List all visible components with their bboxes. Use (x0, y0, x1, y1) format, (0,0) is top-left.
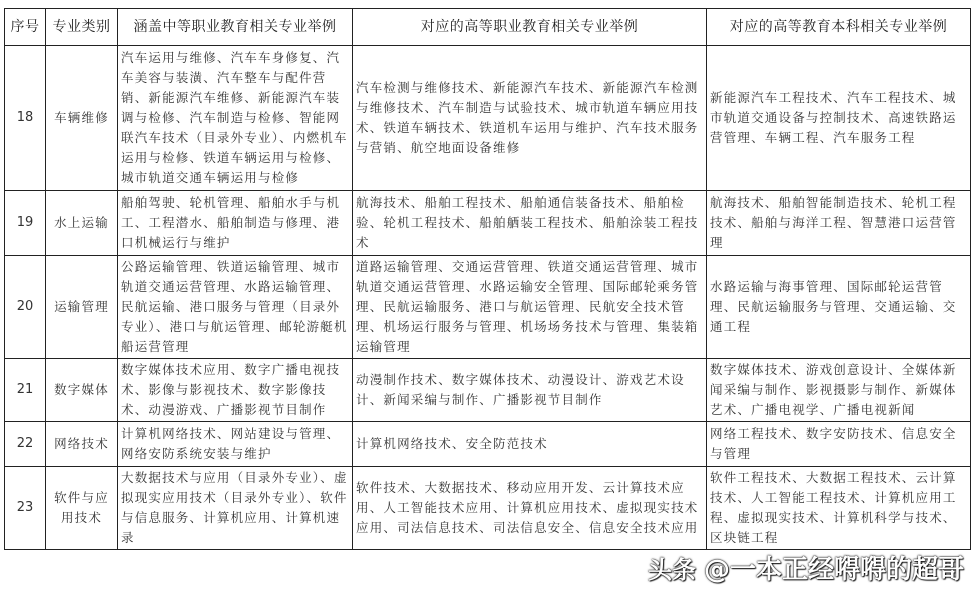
row-category: 网络技术 (46, 422, 118, 467)
row-number: 21 (5, 359, 46, 422)
row-number: 19 (5, 191, 46, 256)
secondary-majors: 公路运输管理、铁道运输管理、城市轨道交通运营管理、水路运输管理、民航运输、港口服务与管理（目录外专业）、港口与航运管理、邮轮游艇机船运营管理 (118, 256, 353, 359)
row-number: 23 (5, 467, 46, 550)
watermark-handle: @一本正经嘚嘚的超哥 (703, 555, 964, 585)
higher-vocational-majors: 动漫制作技术、数字媒体技术、动漫设计、游戏艺术设计、新闻采编与制作、广播影视节目制作 (353, 359, 707, 422)
watermark (0, 554, 972, 586)
table-row (5, 256, 971, 359)
row-category: 车辆维修 (46, 46, 118, 191)
row-number: 22 (5, 422, 46, 467)
higher-vocational-majors: 计算机网络技术、安全防范技术 (353, 422, 707, 467)
table-row (5, 191, 971, 256)
secondary-majors: 数字媒体技术应用、数字广播电视技术、影像与影视技术、数字影像技术、动漫游戏、广播影视节目制作 (118, 359, 353, 422)
undergraduate-majors: 水路运输与海事管理、国际邮轮运营管理、民航运输服务与管理、交通运输、交通工程 (707, 256, 971, 359)
header-number: 序号 (5, 9, 46, 46)
higher-vocational-majors: 道路运输管理、交通运营管理、铁道交通运营管理、城市轨道交通运营管理、水路运输安全管理、国际邮轮乘务管理、民航运输服务、港口与航运管理、民航安全技术管理、机场运行服务与管理、机场场务技术与管理、集装箱运输管理 (353, 256, 707, 359)
row-category: 水上运输 (46, 191, 118, 256)
secondary-majors: 大数据技术与应用（目录外专业）、虚拟现实应用技术（目录外专业）、软件与信息服务、计算机应用、计算机速录 (118, 467, 353, 550)
row-number: 18 (5, 46, 46, 191)
secondary-majors: 汽车运用与维修、汽车车身修复、汽车美容与装潢、汽车整车与配件营销、新能源汽车维修、新能源汽车装调与检修、汽车制造与检修、智能网联汽车技术（目录外专业）、内燃机车运用与检修、铁道车辆运用与检修、城市轨道交通车辆运用与检修 (118, 46, 353, 191)
row-category: 软件与应用技术 (46, 467, 118, 550)
higher-vocational-majors: 软件技术、大数据技术、移动应用开发、云计算技术应用、人工智能技术应用、计算机应用技术、虚拟现实技术应用、司法信息技术、司法信息安全、信息安全技术应用 (353, 467, 707, 550)
header-undergraduate: 对应的高等教育本科相关专业举例 (707, 9, 971, 46)
table-row (5, 46, 971, 191)
undergraduate-majors: 航海技术、船舶智能制造技术、轮机工程技术、船舶与海洋工程、智慧港口运营管理 (707, 191, 971, 256)
header-secondary: 涵盖中等职业教育相关专业举例 (118, 9, 353, 46)
header-higher-vocational: 对应的高等职业教育相关专业举例 (353, 9, 707, 46)
table-row (5, 467, 971, 550)
majors-table (4, 8, 971, 550)
undergraduate-majors: 软件工程技术、大数据工程技术、云计算技术、人工智能工程技术、计算机应用工程、虚拟现实技术、计算机科学与技术、区块链工程 (707, 467, 971, 550)
row-category: 运输管理 (46, 256, 118, 359)
undergraduate-majors: 新能源汽车工程技术、汽车工程技术、城市轨道交通设备与控制技术、高速铁路运营管理、车辆工程、汽车服务工程 (707, 46, 971, 191)
header-row (5, 9, 971, 46)
table-row (5, 422, 971, 467)
secondary-majors: 计算机网络技术、网站建设与管理、网络安防系统安装与维护 (118, 422, 353, 467)
undergraduate-majors: 数字媒体技术、游戏创意设计、全媒体新闻采编与制作、影视摄影与制作、新媒体艺术、广播电视学、广播电视新闻 (707, 359, 971, 422)
higher-vocational-majors: 航海技术、船舶工程技术、船舶通信装备技术、船舶检验、轮机工程技术、船舶舾装工程技术、船舶涂装工程技术 (353, 191, 707, 256)
row-number: 20 (5, 256, 46, 359)
higher-vocational-majors: 汽车检测与维修技术、新能源汽车技术、新能源汽车检测与维修技术、汽车制造与试验技术、城市轨道车辆应用技术、铁道车辆技术、铁道机车运用与维护、汽车技术服务与营销、航空地面设备维修 (353, 46, 707, 191)
watermark-logo: 头条 (647, 556, 696, 584)
row-category: 数字媒体 (46, 359, 118, 422)
header-category: 专业类别 (46, 9, 118, 46)
table-row (5, 359, 971, 422)
secondary-majors: 船舶驾驶、轮机管理、船舶水手与机工、工程潜水、船舶制造与修理、港口机械运行与维护 (118, 191, 353, 256)
undergraduate-majors: 网络工程技术、数字安防技术、信息安全与管理 (707, 422, 971, 467)
